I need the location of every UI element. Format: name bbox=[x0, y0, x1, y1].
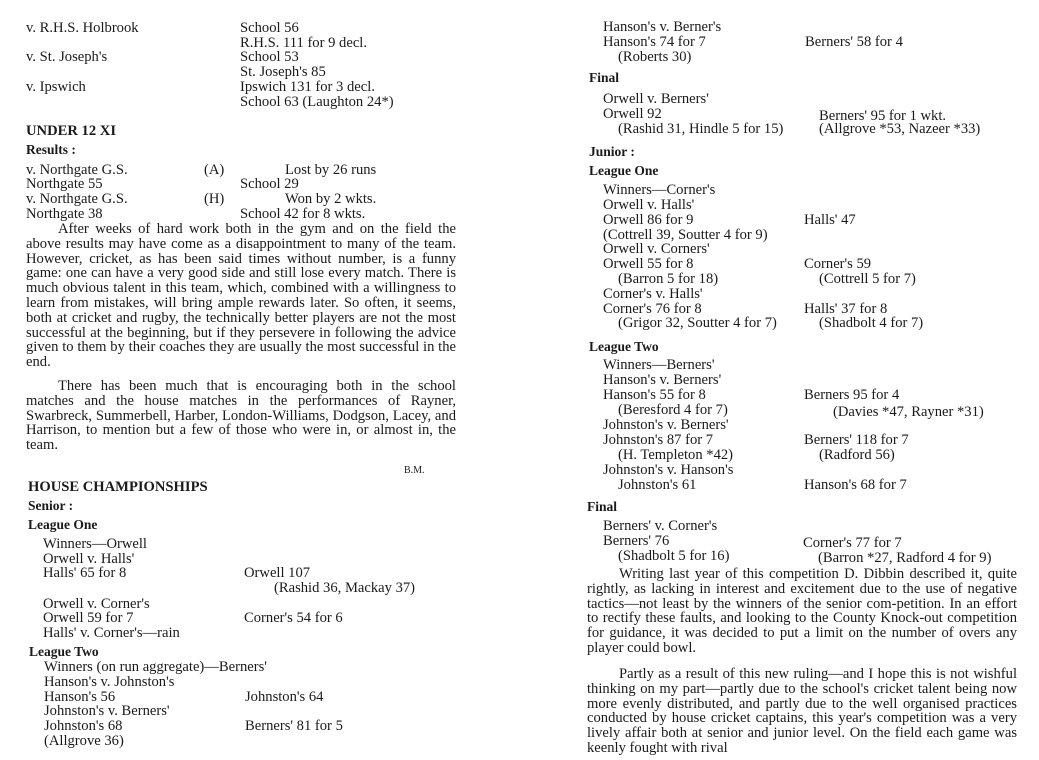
paragraph bbox=[26, 222, 456, 370]
opponent: v. Northgate G.S. bbox=[26, 191, 128, 207]
subheading: Final bbox=[587, 499, 618, 514]
opponent: v. St. Joseph's bbox=[26, 49, 108, 65]
opponent: v. Northgate G.S. bbox=[26, 162, 128, 178]
score: (Barron *27, Radford 4 for 9) bbox=[818, 550, 992, 566]
venue: (H) bbox=[204, 191, 225, 207]
subheading: Final bbox=[589, 70, 620, 85]
score: School 63 (Laughton 24*) bbox=[240, 94, 394, 110]
fixture-line: Johnston's 61 bbox=[618, 477, 697, 493]
score: Halls' 37 for 8 bbox=[804, 301, 888, 317]
score: (Shadbolt 4 for 7) bbox=[819, 315, 924, 331]
score: Johnston's 64 bbox=[245, 689, 324, 705]
paragraph bbox=[26, 379, 456, 453]
venue: (A) bbox=[204, 162, 225, 178]
score: School 53 bbox=[240, 49, 299, 65]
score: Berners' 58 for 4 bbox=[805, 34, 903, 50]
result: Won by 2 wkts. bbox=[285, 191, 377, 207]
subheading: Senior : bbox=[28, 498, 74, 513]
paragraph-text: There has been much that is encouraging both in the school matches and the house matches in the performances of Rayner, Swarbreck, Summerbell, Harber, London-Williams, Dodgson, Lacey, and Harrison, to mention but a few of those who were in, or almost in, the team. bbox=[26, 378, 456, 454]
paragraph bbox=[587, 667, 1017, 756]
fixture-line: Orwell v. Corner's bbox=[43, 596, 150, 612]
fixture-line: Orwell 55 for 8 bbox=[603, 256, 694, 272]
fixture-line: Hanson's v. Johnston's bbox=[44, 674, 175, 690]
fixture-line: Hanson's 55 for 8 bbox=[603, 387, 706, 403]
opponent: v. Ipswich bbox=[26, 79, 86, 95]
fixture-line: (Cottrell 39, Soutter 4 for 9) bbox=[603, 227, 768, 243]
score: Berners 95 for 4 bbox=[804, 387, 900, 403]
fixture-line: (Beresford 4 for 7) bbox=[618, 402, 728, 418]
signature: B.M. bbox=[404, 465, 425, 476]
fixture-line: Winners—Corner's bbox=[603, 182, 716, 198]
fixture-line: Johnston's 87 for 7 bbox=[603, 432, 714, 448]
fixture-line: Orwell v. Corners' bbox=[603, 241, 710, 257]
subheading: League Two bbox=[29, 644, 99, 659]
fixture-line: Halls' 65 for 8 bbox=[43, 565, 127, 581]
fixture-line: Corner's 76 for 8 bbox=[603, 301, 702, 317]
score: Corner's 77 for 7 bbox=[803, 535, 902, 551]
fixture-line: (Grigor 32, Soutter 4 for 7) bbox=[618, 315, 777, 331]
score: (Davies *47, Rayner *31) bbox=[833, 404, 984, 420]
fixture-line: Hanson's v. Berners' bbox=[603, 372, 722, 388]
score: School 56 bbox=[240, 20, 299, 36]
subheading: League One bbox=[28, 517, 98, 532]
fixture-line: Orwell v. Halls' bbox=[603, 197, 695, 213]
score: Corner's 54 for 6 bbox=[244, 610, 343, 626]
fixture-line: (Allgrove 36) bbox=[44, 733, 124, 749]
paragraph bbox=[587, 567, 1017, 656]
fixture-line: Johnston's 68 bbox=[44, 718, 123, 734]
subheading: Results : bbox=[26, 142, 76, 157]
score: (Cottrell 5 for 7) bbox=[819, 271, 916, 287]
fixture-line: (Shadbolt 5 for 16) bbox=[618, 548, 730, 564]
score: Berners' 118 for 7 bbox=[804, 432, 909, 448]
fixture-line: (Rashid 31, Hindle 5 for 15) bbox=[618, 121, 784, 137]
fixture-line: Berners' 76 bbox=[603, 533, 670, 549]
subheading: League One bbox=[589, 163, 659, 178]
subheading: Junior : bbox=[589, 144, 635, 159]
score: (Radford 56) bbox=[819, 447, 895, 463]
fixture-line: Hanson's 74 for 7 bbox=[603, 34, 706, 50]
score: Hanson's 68 for 7 bbox=[804, 477, 907, 493]
fixture-line: Orwell 92 bbox=[603, 106, 662, 122]
score: (Rashid 36, Mackay 37) bbox=[274, 580, 416, 596]
score: (Allgrove *53, Nazeer *33) bbox=[819, 121, 981, 137]
score: Northgate 55 bbox=[26, 176, 103, 192]
fixture-line: Winners—Berners' bbox=[603, 357, 715, 373]
score: Northgate 38 bbox=[26, 206, 103, 222]
fixture-line: Johnston's v. Berners' bbox=[603, 417, 729, 433]
fixture-line: Winners (on run aggregate)—Berners' bbox=[44, 659, 267, 675]
fixture-line: Johnston's v. Hanson's bbox=[603, 462, 734, 478]
fixture-line: Winners—Orwell bbox=[43, 536, 147, 552]
result: Lost by 26 runs bbox=[285, 162, 377, 178]
score: Corner's 59 bbox=[804, 256, 872, 272]
fixture-line: (Barron 5 for 18) bbox=[618, 271, 719, 287]
fixture-line: Halls' v. Corner's—rain bbox=[43, 625, 180, 641]
score: Ipswich 131 for 3 decl. bbox=[240, 79, 375, 95]
paragraph-text: After weeks of hard work both in the gym and on the field the above results may have come as a disappointment to many of the team. However, cricket, as has been said times without number, is a funny game: one can have a very good side and still lose every match. There is much obvious talent in this team, which, combined with a willingness to learn from mistakes, will bring ample rewards later. So often, it seems, both at cricket and rugby, the technically better players are not the most successful at the beginning, but if they persevere in following the advice given to them by their coaches they are usually the most successful in the end. bbox=[26, 221, 456, 371]
score: Orwell 107 bbox=[244, 565, 311, 581]
fixture-line: Hanson's 56 bbox=[44, 689, 116, 705]
score: Halls' 47 bbox=[804, 212, 856, 228]
section-heading: HOUSE CHAMPIONSHIPS bbox=[28, 479, 208, 495]
fixture-line: Orwell 86 for 9 bbox=[603, 212, 694, 228]
subheading: League Two bbox=[589, 339, 659, 354]
score: R.H.S. 111 for 9 decl. bbox=[240, 35, 368, 51]
paragraph-text: Partly as a result of this new ruling—and I hope this is not wishful thinking on my part—partly due to the school's cricket talent being now more evenly distributed, and partly due to the well organised practices conducted by house cricket captains, this year's competition was a very lively affair both at senior and junior level. On the field each game was keenly fought with rival bbox=[587, 666, 1017, 756]
score: School 42 for 8 wkts. bbox=[240, 206, 366, 222]
fixture-line: Orwell v. Halls' bbox=[43, 551, 135, 567]
score: School 29 bbox=[240, 176, 299, 192]
fixture-line: (H. Templeton *42) bbox=[618, 447, 734, 463]
score: Berners' 95 for 1 wkt. bbox=[819, 108, 947, 124]
fixture-line: Orwell 59 for 7 bbox=[43, 610, 134, 626]
fixture-line: (Roberts 30) bbox=[618, 49, 692, 65]
paragraph-text: Writing last year of this competition D. Dibbin described it, quite rightly, as lacking in interest and excitement due to the use of negative tactics—not least by the winners of the senior com-petition. In an effort to rectify these faults, and looking to the County Knock-out competition for guidance, it was decided to put a limit on the number of overs any player could bowl. bbox=[587, 566, 1017, 656]
opponent: v. R.H.S. Holbrook bbox=[26, 20, 139, 36]
fixture-line: Berners' v. Corner's bbox=[603, 518, 718, 534]
score: Berners' 81 for 5 bbox=[245, 718, 343, 734]
section-heading: UNDER 12 XI bbox=[26, 123, 116, 139]
fixture-line: Corner's v. Halls' bbox=[603, 286, 703, 302]
fixture-line: Johnston's v. Berners' bbox=[44, 703, 170, 719]
fixture-line: Orwell v. Berners' bbox=[603, 91, 709, 107]
score: St. Joseph's 85 bbox=[240, 64, 326, 80]
fixture-line: Hanson's v. Berner's bbox=[603, 19, 722, 35]
